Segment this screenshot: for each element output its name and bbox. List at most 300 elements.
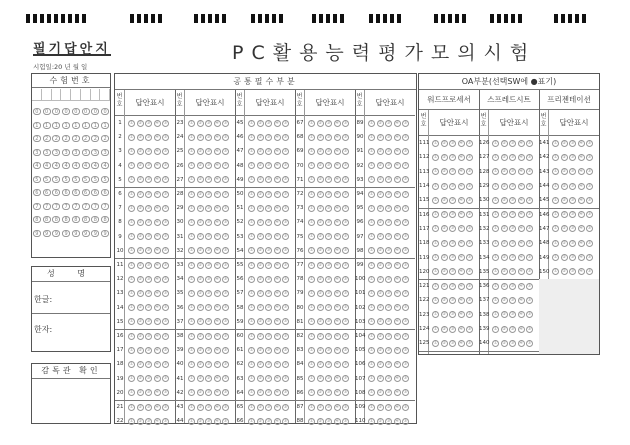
answer-bubble[interactable]: ③ bbox=[146, 134, 151, 140]
answer-bubble[interactable]: ⑤ bbox=[163, 418, 168, 424]
answer-bubble[interactable]: ② bbox=[561, 154, 567, 160]
answer-bubble[interactable]: ② bbox=[377, 361, 383, 367]
answer-bubble[interactable]: ③ bbox=[386, 134, 391, 140]
answer-bubble[interactable]: ④ bbox=[458, 255, 464, 261]
answer-bubble[interactable]: ⑤ bbox=[343, 404, 348, 410]
answer-bubble[interactable]: ① bbox=[553, 140, 558, 146]
answer-bubble[interactable]: ⑤ bbox=[403, 205, 408, 211]
answer-bubble[interactable]: ① bbox=[309, 134, 314, 140]
answer-bubble[interactable]: ④ bbox=[578, 140, 584, 146]
answer-bubble[interactable]: ① bbox=[433, 197, 438, 203]
answer-bubble[interactable]: ① bbox=[189, 333, 194, 339]
answer-bubble[interactable]: ④ bbox=[518, 326, 524, 332]
answer-bubble[interactable]: ① bbox=[129, 248, 134, 254]
answer-bubble[interactable]: ③ bbox=[326, 333, 331, 339]
answer-bubble[interactable]: ① bbox=[553, 212, 558, 218]
answer-bubble[interactable]: ② bbox=[377, 390, 383, 396]
answer-bubble[interactable]: ② bbox=[197, 376, 203, 382]
answer-bubble[interactable]: ② bbox=[501, 283, 507, 289]
answer-bubble[interactable]: ② bbox=[257, 177, 263, 183]
answer-bubble[interactable]: ① bbox=[129, 390, 134, 396]
answer-bubble[interactable]: ② bbox=[377, 290, 383, 296]
answer-bubble[interactable]: ③ bbox=[146, 347, 151, 353]
answer-bubble[interactable]: ① bbox=[309, 163, 314, 169]
answer-bubble[interactable]: ③ bbox=[450, 183, 455, 189]
answer-bubble[interactable]: ④ bbox=[214, 163, 220, 169]
answer-bubble[interactable]: ④ bbox=[458, 269, 464, 275]
answer-bubble[interactable]: ⑤ bbox=[467, 154, 472, 160]
name-hangul-field[interactable] bbox=[56, 285, 108, 311]
answer-bubble[interactable]: ② bbox=[561, 197, 567, 203]
answer-bubble[interactable]: ③ bbox=[386, 219, 391, 225]
answer-bubble[interactable]: ④ bbox=[214, 404, 220, 410]
answer-bubble[interactable]: ⑤ bbox=[223, 163, 228, 169]
answer-bubble[interactable]: ⑤ bbox=[223, 219, 228, 225]
answer-bubble[interactable]: ③ bbox=[386, 319, 391, 325]
answer-bubble[interactable]: ② bbox=[197, 163, 203, 169]
oa-subsection-title[interactable]: 워드프로세서 bbox=[427, 95, 471, 104]
answer-bubble[interactable]: ③ bbox=[266, 205, 271, 211]
answer-bubble[interactable]: ⑤ bbox=[163, 205, 168, 211]
answer-bubble[interactable]: ④ bbox=[154, 205, 160, 211]
answer-bubble[interactable]: ② bbox=[561, 169, 567, 175]
answer-bubble[interactable]: ⑤ bbox=[403, 404, 408, 410]
answer-bubble[interactable]: ④ bbox=[274, 404, 280, 410]
answer-bubble[interactable]: ③ bbox=[266, 390, 271, 396]
answer-bubble[interactable]: ⑤ bbox=[163, 404, 168, 410]
answer-bubble[interactable]: ⑤ bbox=[527, 197, 532, 203]
answer-bubble[interactable]: ⑤ bbox=[283, 177, 288, 183]
answer-bubble[interactable]: ② bbox=[501, 269, 507, 275]
answer-bubble[interactable]: ② bbox=[441, 226, 447, 232]
answer-bubble[interactable]: ⑤ bbox=[343, 191, 348, 197]
answer-bubble[interactable]: ⑤ bbox=[163, 376, 168, 382]
answer-bubble[interactable]: ② bbox=[137, 262, 143, 268]
answer-bubble[interactable]: ⑤ bbox=[223, 305, 228, 311]
answer-bubble[interactable]: ⑤ bbox=[527, 340, 532, 346]
answer-bubble[interactable]: ② bbox=[501, 297, 507, 303]
answer-bubble[interactable]: ⑤ bbox=[527, 269, 532, 275]
answer-bubble[interactable]: ⑤ bbox=[467, 169, 472, 175]
answer-bubble[interactable]: ② bbox=[441, 297, 447, 303]
answer-bubble[interactable]: ① bbox=[189, 276, 194, 282]
answer-bubble[interactable]: ④ bbox=[214, 290, 220, 296]
answer-bubble[interactable]: ③ bbox=[386, 347, 391, 353]
answer-bubble[interactable]: ⑤ bbox=[527, 283, 532, 289]
answer-bubble[interactable]: ② bbox=[257, 262, 263, 268]
answer-bubble[interactable]: ⑤ bbox=[403, 234, 408, 240]
answer-bubble[interactable]: ① bbox=[493, 297, 498, 303]
answer-bubble[interactable]: ③ bbox=[266, 361, 271, 367]
answer-bubble[interactable]: ② bbox=[377, 418, 383, 424]
answer-bubble[interactable]: ④ bbox=[578, 240, 584, 246]
answer-bubble[interactable]: ⑤ bbox=[587, 154, 592, 160]
answer-bubble[interactable]: ③ bbox=[206, 148, 211, 154]
registration-bubble[interactable]: 2 bbox=[82, 135, 90, 142]
registration-bubble[interactable]: 4 bbox=[62, 162, 70, 169]
registration-bubble[interactable]: 8 bbox=[101, 216, 109, 223]
answer-bubble[interactable]: ① bbox=[369, 205, 374, 211]
answer-bubble[interactable]: ③ bbox=[266, 148, 271, 154]
answer-bubble[interactable]: ③ bbox=[266, 219, 271, 225]
answer-bubble[interactable]: ① bbox=[129, 290, 134, 296]
answer-bubble[interactable]: ⑤ bbox=[163, 234, 168, 240]
answer-bubble[interactable]: ④ bbox=[334, 290, 340, 296]
answer-bubble[interactable]: ② bbox=[317, 319, 323, 325]
answer-bubble[interactable]: ③ bbox=[510, 283, 515, 289]
registration-bubble[interactable]: 4 bbox=[52, 162, 60, 169]
answer-bubble[interactable]: ③ bbox=[326, 347, 331, 353]
answer-bubble[interactable]: ① bbox=[369, 347, 374, 353]
answer-bubble[interactable]: ① bbox=[249, 191, 254, 197]
answer-bubble[interactable]: ⑤ bbox=[587, 226, 592, 232]
answer-bubble[interactable]: ① bbox=[553, 269, 558, 275]
answer-bubble[interactable]: ② bbox=[561, 255, 567, 261]
registration-bubble[interactable]: 5 bbox=[43, 176, 51, 183]
answer-bubble[interactable]: ① bbox=[309, 319, 314, 325]
registration-bubble[interactable]: 0 bbox=[52, 108, 60, 115]
answer-bubble[interactable]: ⑤ bbox=[163, 148, 168, 154]
answer-bubble[interactable]: ⑤ bbox=[283, 333, 288, 339]
answer-bubble[interactable]: ④ bbox=[154, 376, 160, 382]
answer-bubble[interactable]: ③ bbox=[326, 134, 331, 140]
answer-bubble[interactable]: ③ bbox=[266, 376, 271, 382]
answer-bubble[interactable]: ③ bbox=[386, 234, 391, 240]
answer-bubble[interactable]: ⑤ bbox=[587, 197, 592, 203]
answer-bubble[interactable]: ⑤ bbox=[283, 319, 288, 325]
answer-bubble[interactable]: ④ bbox=[578, 255, 584, 261]
answer-bubble[interactable]: ① bbox=[249, 319, 254, 325]
answer-bubble[interactable]: ③ bbox=[266, 134, 271, 140]
answer-bubble[interactable]: ① bbox=[433, 269, 438, 275]
answer-bubble[interactable]: ⑤ bbox=[587, 140, 592, 146]
answer-bubble[interactable]: ① bbox=[249, 248, 254, 254]
answer-bubble[interactable]: ⑤ bbox=[283, 120, 288, 126]
answer-bubble[interactable]: ⑤ bbox=[403, 347, 408, 353]
answer-bubble[interactable]: ③ bbox=[266, 248, 271, 254]
answer-bubble[interactable]: ② bbox=[377, 404, 383, 410]
answer-bubble[interactable]: ⑤ bbox=[403, 290, 408, 296]
answer-bubble[interactable]: ④ bbox=[334, 319, 340, 325]
answer-bubble[interactable]: ④ bbox=[394, 276, 400, 282]
answer-bubble[interactable]: ⑤ bbox=[527, 326, 532, 332]
answer-bubble[interactable]: ④ bbox=[334, 163, 340, 169]
answer-bubble[interactable]: ① bbox=[249, 219, 254, 225]
answer-bubble[interactable]: ④ bbox=[394, 234, 400, 240]
answer-bubble[interactable]: ④ bbox=[154, 347, 160, 353]
answer-bubble[interactable]: ② bbox=[317, 418, 323, 424]
answer-bubble[interactable]: ⑤ bbox=[223, 390, 228, 396]
answer-bubble[interactable]: ① bbox=[129, 361, 134, 367]
answer-bubble[interactable]: ④ bbox=[154, 319, 160, 325]
answer-bubble[interactable]: ④ bbox=[214, 361, 220, 367]
answer-bubble[interactable]: ② bbox=[317, 163, 323, 169]
answer-bubble[interactable]: ① bbox=[129, 134, 134, 140]
answer-bubble[interactable]: ② bbox=[197, 120, 203, 126]
answer-bubble[interactable]: ③ bbox=[206, 319, 211, 325]
answer-bubble[interactable]: ⑤ bbox=[403, 376, 408, 382]
answer-bubble[interactable]: ⑤ bbox=[343, 305, 348, 311]
answer-bubble[interactable]: ⑤ bbox=[223, 191, 228, 197]
answer-bubble[interactable]: ② bbox=[197, 361, 203, 367]
answer-bubble[interactable]: ① bbox=[129, 262, 134, 268]
answer-bubble[interactable]: ③ bbox=[570, 154, 575, 160]
answer-bubble[interactable]: ④ bbox=[394, 191, 400, 197]
registration-bubble[interactable]: 1 bbox=[62, 122, 70, 129]
answer-bubble[interactable]: ① bbox=[129, 120, 134, 126]
answer-bubble[interactable]: ③ bbox=[450, 169, 455, 175]
registration-bubble[interactable]: 5 bbox=[101, 176, 109, 183]
registration-bubble[interactable]: 4 bbox=[33, 162, 41, 169]
answer-bubble[interactable]: ① bbox=[433, 297, 438, 303]
answer-bubble[interactable]: ② bbox=[501, 140, 507, 146]
registration-bubble[interactable]: 7 bbox=[72, 203, 80, 210]
registration-bubble[interactable]: 0 bbox=[82, 108, 90, 115]
answer-bubble[interactable]: ⑤ bbox=[223, 418, 228, 424]
answer-bubble[interactable]: ⑤ bbox=[223, 361, 228, 367]
answer-bubble[interactable]: ③ bbox=[386, 191, 391, 197]
answer-bubble[interactable]: ④ bbox=[274, 418, 280, 424]
answer-bubble[interactable]: ⑤ bbox=[343, 376, 348, 382]
answer-bubble[interactable]: ④ bbox=[394, 163, 400, 169]
registration-bubble[interactable]: 9 bbox=[62, 230, 70, 237]
answer-bubble[interactable]: ⑤ bbox=[163, 319, 168, 325]
answer-bubble[interactable]: ⑤ bbox=[163, 248, 168, 254]
answer-bubble[interactable]: ② bbox=[137, 219, 143, 225]
answer-bubble[interactable]: ② bbox=[501, 197, 507, 203]
answer-bubble[interactable]: ③ bbox=[450, 269, 455, 275]
answer-bubble[interactable]: ① bbox=[433, 312, 438, 318]
answer-bubble[interactable]: ③ bbox=[326, 390, 331, 396]
registration-bubble[interactable]: 8 bbox=[43, 216, 51, 223]
answer-bubble[interactable]: ② bbox=[317, 404, 323, 410]
answer-bubble[interactable]: ② bbox=[197, 219, 203, 225]
answer-bubble[interactable]: ① bbox=[129, 347, 134, 353]
answer-bubble[interactable]: ④ bbox=[578, 269, 584, 275]
answer-bubble[interactable]: ① bbox=[309, 262, 314, 268]
answer-bubble[interactable]: ⑤ bbox=[283, 276, 288, 282]
answer-bubble[interactable]: ② bbox=[377, 163, 383, 169]
answer-bubble[interactable]: ④ bbox=[578, 212, 584, 218]
answer-bubble[interactable]: ⑤ bbox=[343, 205, 348, 211]
answer-bubble[interactable]: ① bbox=[309, 276, 314, 282]
answer-bubble[interactable]: ① bbox=[189, 177, 194, 183]
answer-bubble[interactable]: ③ bbox=[510, 312, 515, 318]
answer-bubble[interactable]: ② bbox=[561, 240, 567, 246]
answer-bubble[interactable]: ③ bbox=[510, 340, 515, 346]
answer-bubble[interactable]: ④ bbox=[458, 140, 464, 146]
answer-bubble[interactable]: ① bbox=[189, 290, 194, 296]
answer-bubble[interactable]: ⑤ bbox=[467, 140, 472, 146]
registration-bubble[interactable]: 0 bbox=[62, 108, 70, 115]
answer-bubble[interactable]: ⑤ bbox=[403, 134, 408, 140]
answer-bubble[interactable]: ② bbox=[317, 376, 323, 382]
answer-bubble[interactable]: ③ bbox=[206, 262, 211, 268]
answer-bubble[interactable]: ④ bbox=[274, 262, 280, 268]
answer-bubble[interactable]: ④ bbox=[394, 219, 400, 225]
answer-bubble[interactable]: ① bbox=[129, 191, 134, 197]
answer-bubble[interactable]: ⑤ bbox=[343, 262, 348, 268]
oa-subsection-title[interactable]: 프리젠테이션 bbox=[547, 95, 591, 104]
answer-bubble[interactable]: ③ bbox=[326, 361, 331, 367]
answer-bubble[interactable]: ④ bbox=[394, 305, 400, 311]
answer-bubble[interactable]: ① bbox=[189, 319, 194, 325]
answer-bubble[interactable]: ③ bbox=[510, 240, 515, 246]
answer-bubble[interactable]: ① bbox=[553, 154, 558, 160]
answer-bubble[interactable]: ⑤ bbox=[163, 219, 168, 225]
answer-bubble[interactable]: ③ bbox=[266, 262, 271, 268]
answer-bubble[interactable]: ④ bbox=[214, 390, 220, 396]
registration-bubble[interactable]: 1 bbox=[82, 122, 90, 129]
answer-bubble[interactable]: ④ bbox=[274, 276, 280, 282]
answer-bubble[interactable]: ④ bbox=[458, 197, 464, 203]
answer-bubble[interactable]: ① bbox=[493, 255, 498, 261]
answer-bubble[interactable]: ② bbox=[377, 205, 383, 211]
answer-bubble[interactable]: ③ bbox=[386, 163, 391, 169]
answer-bubble[interactable]: ④ bbox=[394, 134, 400, 140]
answer-bubble[interactable]: ④ bbox=[394, 262, 400, 268]
answer-bubble[interactable]: ① bbox=[493, 154, 498, 160]
answer-bubble[interactable]: ③ bbox=[510, 140, 515, 146]
answer-bubble[interactable]: ① bbox=[369, 234, 374, 240]
answer-bubble[interactable]: ⑤ bbox=[587, 269, 592, 275]
answer-bubble[interactable]: ⑤ bbox=[587, 240, 592, 246]
answer-bubble[interactable]: ③ bbox=[450, 240, 455, 246]
registration-bubble[interactable]: 1 bbox=[52, 122, 60, 129]
answer-bubble[interactable]: ⑤ bbox=[527, 183, 532, 189]
answer-bubble[interactable]: ④ bbox=[274, 248, 280, 254]
answer-bubble[interactable]: ② bbox=[137, 361, 143, 367]
registration-bubble[interactable]: 1 bbox=[43, 122, 51, 129]
answer-bubble[interactable]: ④ bbox=[394, 248, 400, 254]
answer-bubble[interactable]: ③ bbox=[386, 205, 391, 211]
answer-bubble[interactable]: ① bbox=[189, 191, 194, 197]
registration-bubble[interactable]: 0 bbox=[101, 108, 109, 115]
answer-bubble[interactable]: ① bbox=[369, 276, 374, 282]
answer-bubble[interactable]: ⑤ bbox=[587, 169, 592, 175]
answer-bubble[interactable]: ① bbox=[369, 163, 374, 169]
answer-bubble[interactable]: ② bbox=[257, 248, 263, 254]
answer-bubble[interactable]: ⑤ bbox=[343, 418, 348, 424]
answer-bubble[interactable]: ③ bbox=[206, 276, 211, 282]
answer-bubble[interactable]: ① bbox=[249, 276, 254, 282]
answer-bubble[interactable]: ④ bbox=[334, 361, 340, 367]
answer-bubble[interactable]: ③ bbox=[570, 140, 575, 146]
registration-bubble[interactable]: 1 bbox=[72, 122, 80, 129]
answer-bubble[interactable]: ③ bbox=[266, 163, 271, 169]
answer-bubble[interactable]: ④ bbox=[518, 283, 524, 289]
answer-bubble[interactable]: ⑤ bbox=[527, 212, 532, 218]
answer-bubble[interactable]: ④ bbox=[214, 418, 220, 424]
answer-bubble[interactable]: ⑤ bbox=[163, 390, 168, 396]
answer-bubble[interactable]: ⑤ bbox=[223, 319, 228, 325]
answer-bubble[interactable]: ④ bbox=[154, 390, 160, 396]
answer-bubble[interactable]: ③ bbox=[206, 163, 211, 169]
answer-bubble[interactable]: ② bbox=[441, 312, 447, 318]
answer-bubble[interactable]: ③ bbox=[206, 234, 211, 240]
answer-bubble[interactable]: ④ bbox=[214, 276, 220, 282]
answer-bubble[interactable]: ⑤ bbox=[343, 276, 348, 282]
answer-bubble[interactable]: ② bbox=[197, 418, 203, 424]
answer-bubble[interactable]: ⑤ bbox=[283, 148, 288, 154]
answer-bubble[interactable]: ① bbox=[493, 169, 498, 175]
answer-bubble[interactable]: ④ bbox=[214, 234, 220, 240]
registration-bubble[interactable]: 6 bbox=[62, 189, 70, 196]
answer-bubble[interactable]: ③ bbox=[326, 219, 331, 225]
answer-bubble[interactable]: ③ bbox=[510, 183, 515, 189]
answer-bubble[interactable]: ② bbox=[317, 262, 323, 268]
registration-bubble[interactable]: 6 bbox=[91, 189, 99, 196]
answer-bubble[interactable]: ⑤ bbox=[163, 191, 168, 197]
answer-bubble[interactable]: ① bbox=[309, 177, 314, 183]
registration-bubble[interactable]: 6 bbox=[33, 189, 41, 196]
answer-bubble[interactable]: ② bbox=[197, 347, 203, 353]
registration-bubble[interactable]: 7 bbox=[91, 203, 99, 210]
answer-bubble[interactable]: ① bbox=[369, 177, 374, 183]
answer-bubble[interactable]: ② bbox=[441, 212, 447, 218]
answer-bubble[interactable]: ③ bbox=[326, 404, 331, 410]
answer-bubble[interactable]: ② bbox=[501, 154, 507, 160]
answer-bubble[interactable]: ① bbox=[129, 276, 134, 282]
registration-bubble[interactable]: 3 bbox=[82, 149, 90, 156]
answer-bubble[interactable]: ③ bbox=[326, 234, 331, 240]
answer-bubble[interactable]: ③ bbox=[146, 262, 151, 268]
answer-bubble[interactable]: ③ bbox=[266, 191, 271, 197]
answer-bubble[interactable]: ⑤ bbox=[163, 333, 168, 339]
answer-bubble[interactable]: ② bbox=[317, 276, 323, 282]
answer-bubble[interactable]: ② bbox=[197, 234, 203, 240]
answer-bubble[interactable]: ⑤ bbox=[587, 212, 592, 218]
answer-bubble[interactable]: ③ bbox=[450, 197, 455, 203]
answer-bubble[interactable]: ③ bbox=[326, 191, 331, 197]
oa-subsection-title[interactable]: 스프레드시트 bbox=[487, 95, 531, 104]
answer-bubble[interactable]: ② bbox=[501, 312, 507, 318]
registration-bubble[interactable]: 1 bbox=[91, 122, 99, 129]
answer-bubble[interactable]: ④ bbox=[214, 376, 220, 382]
answer-bubble[interactable]: ② bbox=[137, 290, 143, 296]
answer-bubble[interactable]: ② bbox=[377, 120, 383, 126]
answer-bubble[interactable]: ⑤ bbox=[467, 312, 472, 318]
answer-bubble[interactable]: ① bbox=[493, 140, 498, 146]
answer-bubble[interactable]: ③ bbox=[146, 148, 151, 154]
answer-bubble[interactable]: ⑤ bbox=[527, 140, 532, 146]
answer-bubble[interactable]: ① bbox=[129, 376, 134, 382]
answer-bubble[interactable]: ③ bbox=[146, 177, 151, 183]
answer-bubble[interactable]: ② bbox=[317, 390, 323, 396]
answer-bubble[interactable]: ② bbox=[197, 390, 203, 396]
registration-bubble[interactable]: 3 bbox=[33, 149, 41, 156]
registration-bubble[interactable]: 4 bbox=[91, 162, 99, 169]
answer-bubble[interactable]: ② bbox=[257, 361, 263, 367]
answer-bubble[interactable]: ① bbox=[189, 148, 194, 154]
answer-bubble[interactable]: ① bbox=[369, 305, 374, 311]
answer-bubble[interactable]: ② bbox=[441, 255, 447, 261]
answer-bubble[interactable]: ① bbox=[249, 305, 254, 311]
answer-bubble[interactable]: ① bbox=[189, 205, 194, 211]
answer-bubble[interactable]: ③ bbox=[386, 361, 391, 367]
answer-bubble[interactable]: ③ bbox=[510, 226, 515, 232]
answer-bubble[interactable]: ① bbox=[129, 333, 134, 339]
answer-bubble[interactable]: ① bbox=[553, 197, 558, 203]
answer-bubble[interactable]: ② bbox=[317, 177, 323, 183]
registration-bubble[interactable]: 9 bbox=[82, 230, 90, 237]
registration-bubble[interactable]: 9 bbox=[91, 230, 99, 237]
answer-bubble[interactable]: ④ bbox=[274, 361, 280, 367]
answer-bubble[interactable]: ④ bbox=[334, 262, 340, 268]
answer-bubble[interactable]: ④ bbox=[578, 154, 584, 160]
answer-bubble[interactable]: ① bbox=[369, 404, 374, 410]
answer-bubble[interactable]: ① bbox=[369, 262, 374, 268]
